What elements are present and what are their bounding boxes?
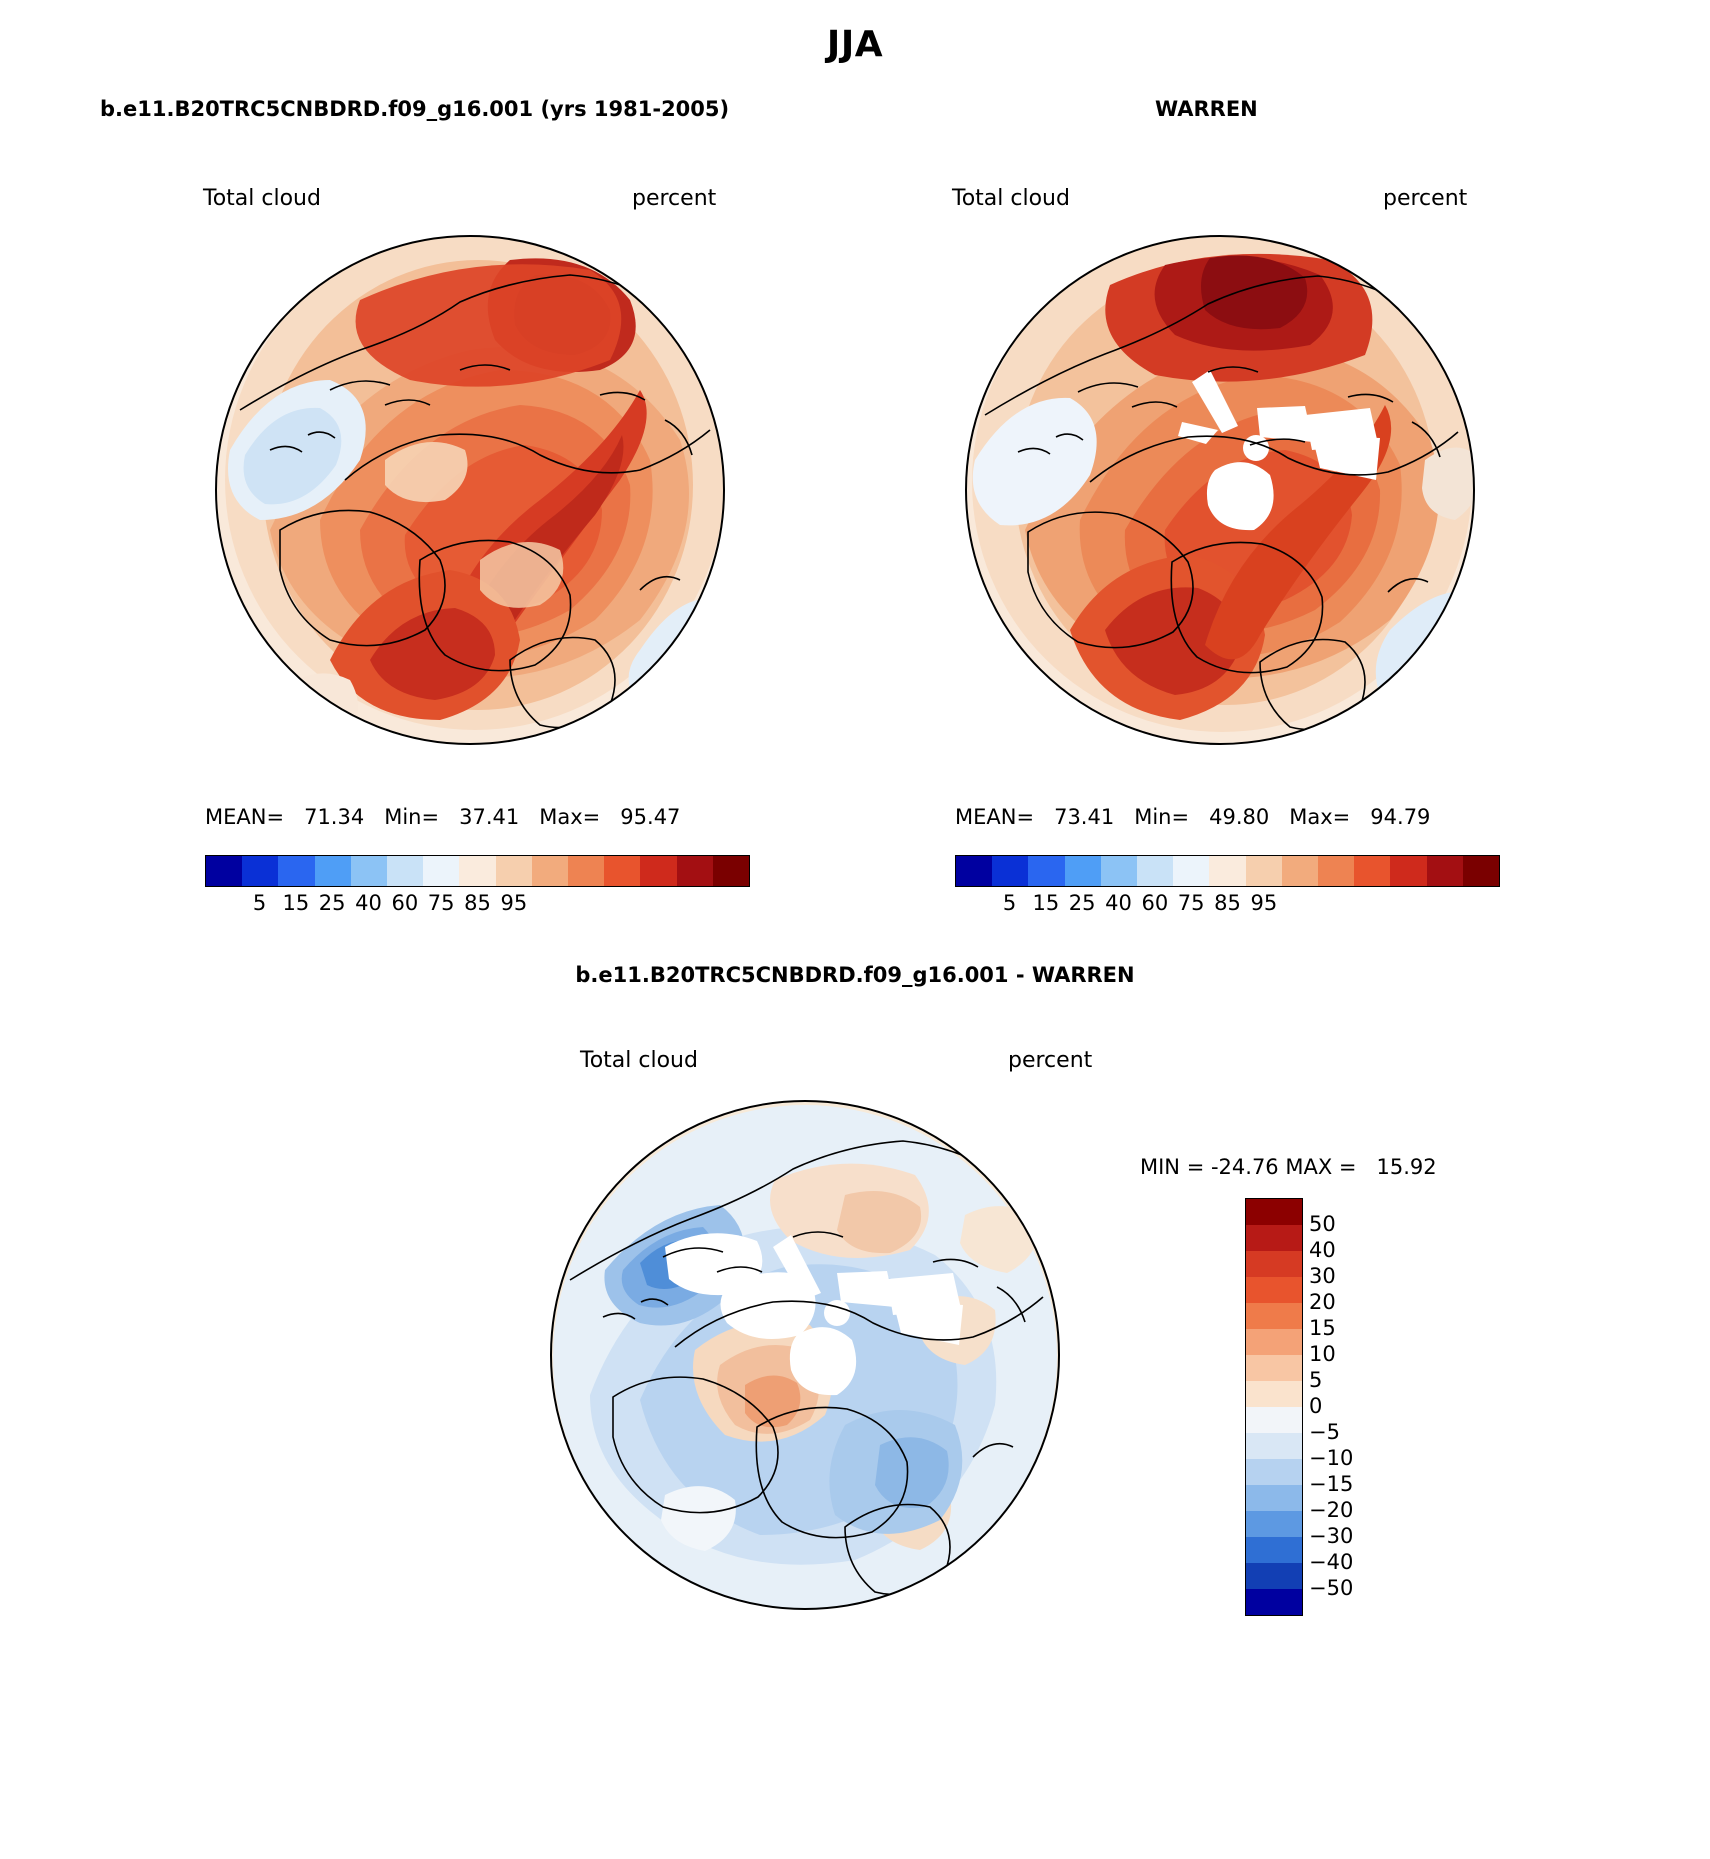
colorbar-tick-label: 15: [1309, 1316, 1336, 1340]
colorbar-tick-label: 50: [1309, 1212, 1336, 1236]
colorbar-tick-label: 10: [1309, 1342, 1336, 1366]
stats-line-difference: MIN = -24.76 MAX = 15.92: [1140, 1155, 1437, 1179]
colorbar-tick-label: 5: [1309, 1368, 1323, 1392]
colorbar-swatch: [1246, 1433, 1302, 1459]
colorbar-swatch: [568, 856, 604, 886]
colorbar-swatches-difference: [1245, 1198, 1303, 1616]
colorbar-tick-label: 0: [1309, 1394, 1323, 1418]
axis-label-variable-difference: Total cloud: [580, 1048, 698, 1073]
colorbar-swatch: [1137, 856, 1173, 886]
colorbar-swatch: [1028, 856, 1064, 886]
colorbar-tick-label: 60: [391, 891, 419, 915]
colorbar-tick-label: 25: [1068, 891, 1096, 915]
colorbar-tick-label: 15: [282, 891, 310, 915]
polar-map-warren: [960, 230, 1480, 750]
colorbar-tick-label: 85: [464, 891, 491, 915]
colorbar-swatch: [1246, 1485, 1302, 1511]
colorbar-tick-label: −15: [1309, 1472, 1354, 1496]
colorbar-swatch: [1209, 856, 1245, 886]
colorbar-swatch: [1354, 856, 1390, 886]
colorbar-tick-label: 40: [1105, 891, 1132, 915]
colorbar-swatch: [1173, 856, 1209, 886]
colorbar-swatch: [1246, 1511, 1302, 1537]
colorbar-tick-label: 5: [252, 891, 267, 915]
colorbar-swatch: [1065, 856, 1101, 886]
colorbar-tick-label: 95: [500, 891, 528, 915]
colorbar-swatch: [496, 856, 532, 886]
colorbar-swatch: [278, 856, 314, 886]
colorbar-swatch: [1390, 856, 1426, 886]
axis-label-units-warren: percent: [1383, 186, 1468, 211]
polar-map-model: [210, 230, 730, 750]
axis-label-variable-model: Total cloud: [203, 186, 321, 211]
stats-line-warren: MEAN= 73.41 Min= 49.80 Max= 94.79: [955, 805, 1431, 829]
colorbar-tick-label: −10: [1309, 1446, 1354, 1470]
colorbar-swatch: [1246, 1459, 1302, 1485]
colorbar-swatch: [1101, 856, 1137, 886]
colorbar-swatches-model: [205, 855, 750, 887]
colorbar-swatch: [351, 856, 387, 886]
axis-label-units-difference: percent: [1008, 1048, 1093, 1073]
colorbar-tick-label: 25: [318, 891, 346, 915]
colorbar-swatches-warren: [955, 855, 1500, 887]
colorbar-tick-label: 15: [1032, 891, 1060, 915]
colorbar-swatch: [1246, 1563, 1302, 1589]
colorbar-swatch: [677, 856, 713, 886]
colorbar-swatch: [1246, 1537, 1302, 1563]
colorbar-ticklabels-warren: [955, 891, 1500, 921]
colorbar-swatch: [1246, 1589, 1302, 1615]
colorbar-tick-label: 5: [1002, 891, 1017, 915]
colorbar-tick-label: −40: [1309, 1550, 1354, 1574]
colorbar-swatch: [423, 856, 459, 886]
colorbar-swatch: [1246, 1303, 1302, 1329]
colorbar-swatch: [1246, 856, 1282, 886]
colorbar-swatch: [1246, 1381, 1302, 1407]
colorbar-swatch: [242, 856, 278, 886]
colorbar-swatch: [1246, 1225, 1302, 1251]
colorbar-ticklabels-model: [205, 891, 750, 921]
colorbar-swatch: [1318, 856, 1354, 886]
colorbar-tick-label: 20: [1309, 1290, 1336, 1314]
colorbar-swatch: [387, 856, 423, 886]
stats-line-model: MEAN= 71.34 Min= 37.41 Max= 95.47: [205, 805, 681, 829]
colorbar-swatch: [1463, 856, 1499, 886]
colorbar-tick-label: 95: [1250, 891, 1278, 915]
colorbar-swatch: [1246, 1251, 1302, 1277]
axis-label-variable-warren: Total cloud: [952, 186, 1070, 211]
panel-title-difference: b.e11.B20TRC5CNBDRD.f09_g16.001 - WARREN: [575, 963, 1135, 987]
colorbar-swatch: [532, 856, 568, 886]
colorbar-tick-label: −30: [1309, 1524, 1354, 1548]
colorbar-swatch: [640, 856, 676, 886]
colorbar-tick-label: 30: [1309, 1264, 1336, 1288]
colorbar-swatch: [604, 856, 640, 886]
colorbar-tick-label: −50: [1309, 1576, 1354, 1600]
colorbar-swatch: [459, 856, 495, 886]
colorbar-swatch: [1246, 1329, 1302, 1355]
colorbar-tick-label: 40: [1309, 1238, 1336, 1262]
panel-title-warren: WARREN: [1155, 97, 1258, 121]
colorbar-tick-label: −20: [1309, 1498, 1354, 1522]
colorbar-tick-label: −5: [1309, 1420, 1340, 1444]
colorbar-swatch: [1246, 1199, 1302, 1225]
panel-title-model: b.e11.B20TRC5CNBDRD.f09_g16.001 (yrs 1981-2005): [100, 97, 730, 121]
colorbar-tick-label: 75: [1177, 891, 1205, 915]
colorbar-swatch: [713, 856, 749, 886]
colorbar-swatch: [206, 856, 242, 886]
colorbar-swatch: [1427, 856, 1463, 886]
colorbar-model: [205, 855, 750, 921]
colorbar-swatch: [992, 856, 1028, 886]
colorbar-swatch: [1282, 856, 1318, 886]
colorbar-swatch: [1246, 1407, 1302, 1433]
colorbar-tick-label: 40: [355, 891, 382, 915]
colorbar-swatch: [1246, 1277, 1302, 1303]
figure-supertitle: JJA: [826, 24, 884, 65]
colorbar-swatch: [315, 856, 351, 886]
colorbar-tick-label: 60: [1141, 891, 1169, 915]
polar-map-difference: [545, 1095, 1065, 1615]
colorbar-tick-label: 75: [427, 891, 455, 915]
colorbar-difference: [1245, 1198, 1354, 1628]
axis-label-units-model: percent: [632, 186, 717, 211]
colorbar-swatch: [1246, 1355, 1302, 1381]
colorbar-tick-label: 85: [1214, 891, 1241, 915]
colorbar-swatch: [956, 856, 992, 886]
colorbar-warren: [955, 855, 1500, 921]
